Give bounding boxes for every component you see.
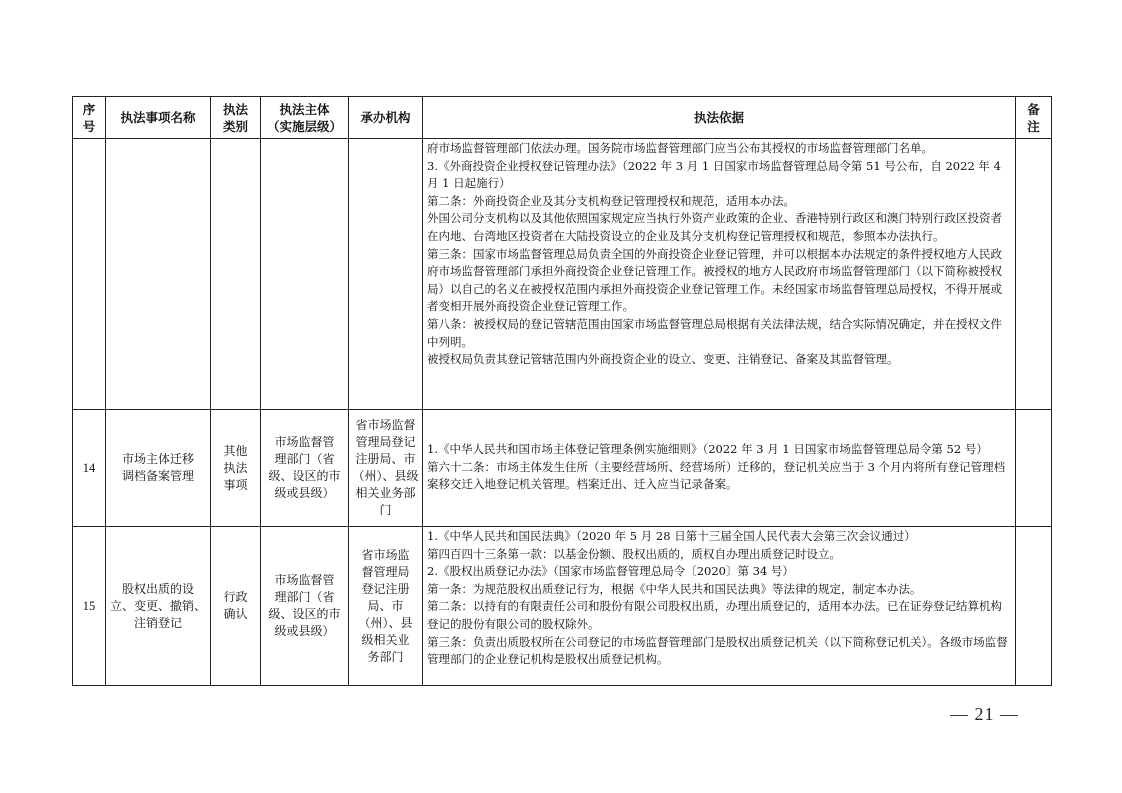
header-subject: 执法主体 （实施层级）: [261, 97, 349, 139]
basis-paragraph: 2.《股权出质登记办法》（国家市场监督管理总局令〔2020〕第 34 号）: [427, 564, 794, 579]
row-subject: 市场监督管 理部门（省 级、设区的市 级或县级）: [261, 410, 349, 527]
row-basis: [423, 527, 1016, 686]
row-category: 其他 执法 事项: [211, 410, 261, 527]
basis-paragraph: 府市场监督管理部门依法办理。国务院市场监督管理部门应当公布其授权的市场监督管理部门名单。: [427, 141, 933, 155]
basis-paragraph: 第八条：被授权局的登记管辖范围由国家市场监督管理总局根据有关法律法规，结合实际情况确定，并在授权文件中列明。: [427, 316, 1002, 349]
table-row: [73, 410, 1052, 527]
row-basis: [423, 139, 1016, 410]
row-subject: 市场监督管 理部门（省 级、设区的市 级或县级）: [261, 527, 349, 686]
table-row: [73, 139, 1052, 410]
basis-paragraph: 第二条：以持有的有限责任公司和股份有限公司股权出质，办理出质登记的，适用本办法。已在证券登记结算机构登记的股份有限公司的股权除外。: [427, 599, 1002, 631]
basis-paragraph: 第一条：为规范股权出质登记行为，根据《中华人民共和国民法典》等法律的规定，制定本办法。: [427, 581, 922, 596]
row-seq: [73, 139, 106, 410]
table-header-row: [73, 97, 1052, 139]
header-category: 执法 类别: [211, 97, 261, 139]
row-remarks: [1016, 410, 1052, 527]
row-seq: 15: [73, 527, 106, 686]
row-category: 行政 确认: [211, 527, 261, 686]
row-item-name: 市场主体迁移 调档备案管理: [106, 410, 211, 527]
row-basis: [423, 410, 1016, 527]
header-remarks: 备 注: [1016, 97, 1052, 139]
row-item-name: [106, 139, 211, 410]
basis-paragraph: 第三条：国家市场监督管理总局负责全国的外商投资企业登记管理，并可以根据本办法规定的条件授权地方人民政府市场监督管理部门承担外商投资企业登记管理工作。被授权的地方人民政府市场监督管理部门（以下简称被授权局）以自己的名义在被授权范围内承担外商投资企业登记管理工作。未经国家市场监督管理总局授权，不得开展或者变相开展外商投资企业登记管理工作。: [427, 246, 1002, 314]
row-agency: 省市场监督 管理局登记 注册局、市 （州）、县级 相关业务部 门: [349, 410, 423, 527]
basis-paragraph: 被授权局负责其登记管辖范围内外商投资企业的设立、变更、注销登记、备案及其监督管理。: [427, 352, 899, 367]
header-basis: 执法依据: [423, 97, 1016, 139]
row-remarks: [1016, 527, 1052, 686]
basis-paragraph: 3.《外商投资企业授权登记管理办法》（2022 年 3 月 1 日国家市场监督管理总局令第 51 号公布，自 2022 年 4 月 1 日起施行）: [427, 158, 1001, 191]
basis-paragraph: 1.《中华人民共和国市场主体登记管理条例实施细则》（2022 年 3 月 1 日国家市场监督管理总局令第 52 号）: [427, 442, 988, 457]
row-agency: 省市场监 督管理局 登记注册 局、市 （州）、县 级相关业 务部门: [349, 527, 423, 686]
row-subject: [261, 139, 349, 410]
header-seq: 序 号: [73, 97, 106, 139]
basis-paragraph: 第三条：负责出质股权所在公司登记的市场监督管理部门是股权出质登记机关（以下简称登记机关）。各级市场监督管理部门的企业登记机构是股权出质登记机构。: [427, 634, 1008, 667]
basis-paragraph: 1.《中华人民共和国民法典》（2020 年 5 月 28 日第十三届全国人民代表大会第三次会议通过）: [427, 529, 916, 543]
row-seq: 14: [73, 410, 106, 527]
header-item-name: 执法事项名称: [106, 97, 211, 139]
header-agency: 承办机构: [349, 97, 423, 139]
basis-paragraph: 第六十二条：市场主体发生住所（主要经营场所、经营场所）迁移的，登记机关应当于 3 个月内将所有登记管理档案移交迁入地登记机关管理。档案迁出、迁入应当记录备案。: [427, 459, 1006, 492]
basis-paragraph: 第二条：外商投资企业及其分支机构登记管理授权和规范，适用本办法。: [427, 193, 795, 208]
row-remarks: [1016, 139, 1052, 410]
enforcement-table: [72, 96, 1052, 686]
page-number: — 21 —: [950, 704, 1019, 724]
row-item-name: 股权出质的设 立、变更、撤销、 注销登记: [106, 527, 211, 686]
row-category: [211, 139, 261, 410]
basis-paragraph: 第四百四十三条第一款：以基金份额、股权出质的，质权自办理出质登记时设立。: [427, 546, 841, 561]
row-agency: [349, 139, 423, 410]
table-row: [73, 527, 1052, 686]
basis-paragraph: 外国公司分支机构以及其他依照国家规定应当执行外资产业政策的企业、香港特别行政区和澳门特别行政区投资者在内地、台湾地区投资者在大陆投资设立的企业及其分支机构登记管理授权和规范，参照本办法执行。: [427, 211, 1002, 243]
